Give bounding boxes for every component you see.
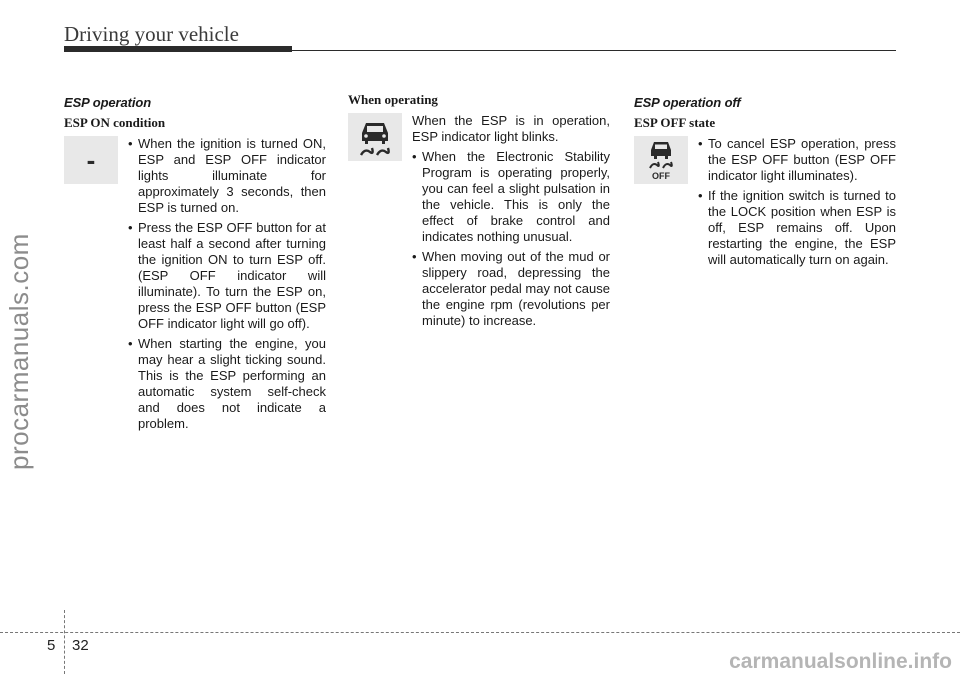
subsection-title: ESP OFF state	[634, 115, 716, 130]
page-header-title: Driving your vehicle	[64, 22, 239, 46]
bullet-list	[128, 136, 326, 432]
footer-rule-vertical	[64, 610, 65, 674]
column-when-operating	[348, 92, 610, 333]
list-item: • When the Electronic Stability Program is operating properly, you can feel a slight pulsation in the vehicle. This is only the effect of brake control and indicates nothing unusual.	[412, 149, 610, 245]
header-rule-thin	[292, 50, 896, 51]
off-label: OFF	[652, 171, 670, 181]
subsection-title: When operating	[348, 92, 438, 107]
footer-rule-horizontal	[0, 632, 960, 633]
list-item: • When moving out of the mud or slippery road, depressing the accelerator pedal may not cause the engine rpm (revolutions per minute) to increase.	[412, 249, 610, 329]
intro-paragraph: When the ESP is in operation, ESP indicator light blinks.	[412, 113, 610, 144]
esp-off-indicator-icon	[634, 136, 688, 184]
when-operating-text	[412, 113, 610, 329]
esp-indicator-icon	[348, 113, 402, 161]
esp-off-block	[634, 136, 896, 268]
list-item: • Press the ESP OFF button for at least half a second after turning the ignition ON to turn ESP off. (ESP OFF indicator will illuminate). To turn the ESP on, press the ESP OFF button (ESP OFF indicator light will go off).	[128, 220, 326, 332]
bottom-watermark: carmanualsonline.info	[729, 650, 952, 673]
esp-car-skid-icon	[355, 117, 395, 157]
chapter-number: 5	[47, 637, 56, 654]
header-rule-thick	[64, 46, 292, 52]
list-item: • If the ignition switch is turned to the LOCK position when ESP is off, ESP remains off. Upon restarting the engine, the ESP will automatically turn on again.	[698, 188, 896, 268]
column-esp-operation-off	[634, 92, 896, 272]
esp-off-text	[698, 136, 896, 268]
when-operating-block	[348, 113, 610, 329]
section-title: ESP operation off	[634, 95, 741, 110]
esp-on-block	[64, 136, 326, 432]
subsection-title: ESP ON condition	[64, 115, 166, 130]
section-title: ESP operation	[64, 95, 152, 110]
column-esp-operation	[64, 92, 326, 436]
esp-off-car-icon	[639, 138, 683, 182]
dash-glyph: -	[86, 145, 96, 175]
list-item: • When the ignition is turned ON, ESP and ESP OFF indicator lights illuminate for approximately 3 seconds, then ESP is turned on.	[128, 136, 326, 216]
list-item: • When starting the engine, you may hear a slight ticking sound. This is the ESP performing an automatic system self-check and does not indicate a problem.	[128, 336, 326, 432]
side-watermark: procarmanuals.com	[4, 233, 34, 470]
list-item: • To cancel ESP operation, press the ESP OFF button (ESP OFF indicator light illuminates).	[698, 136, 896, 184]
page-number: 32	[72, 637, 89, 654]
dash-icon	[64, 136, 118, 184]
